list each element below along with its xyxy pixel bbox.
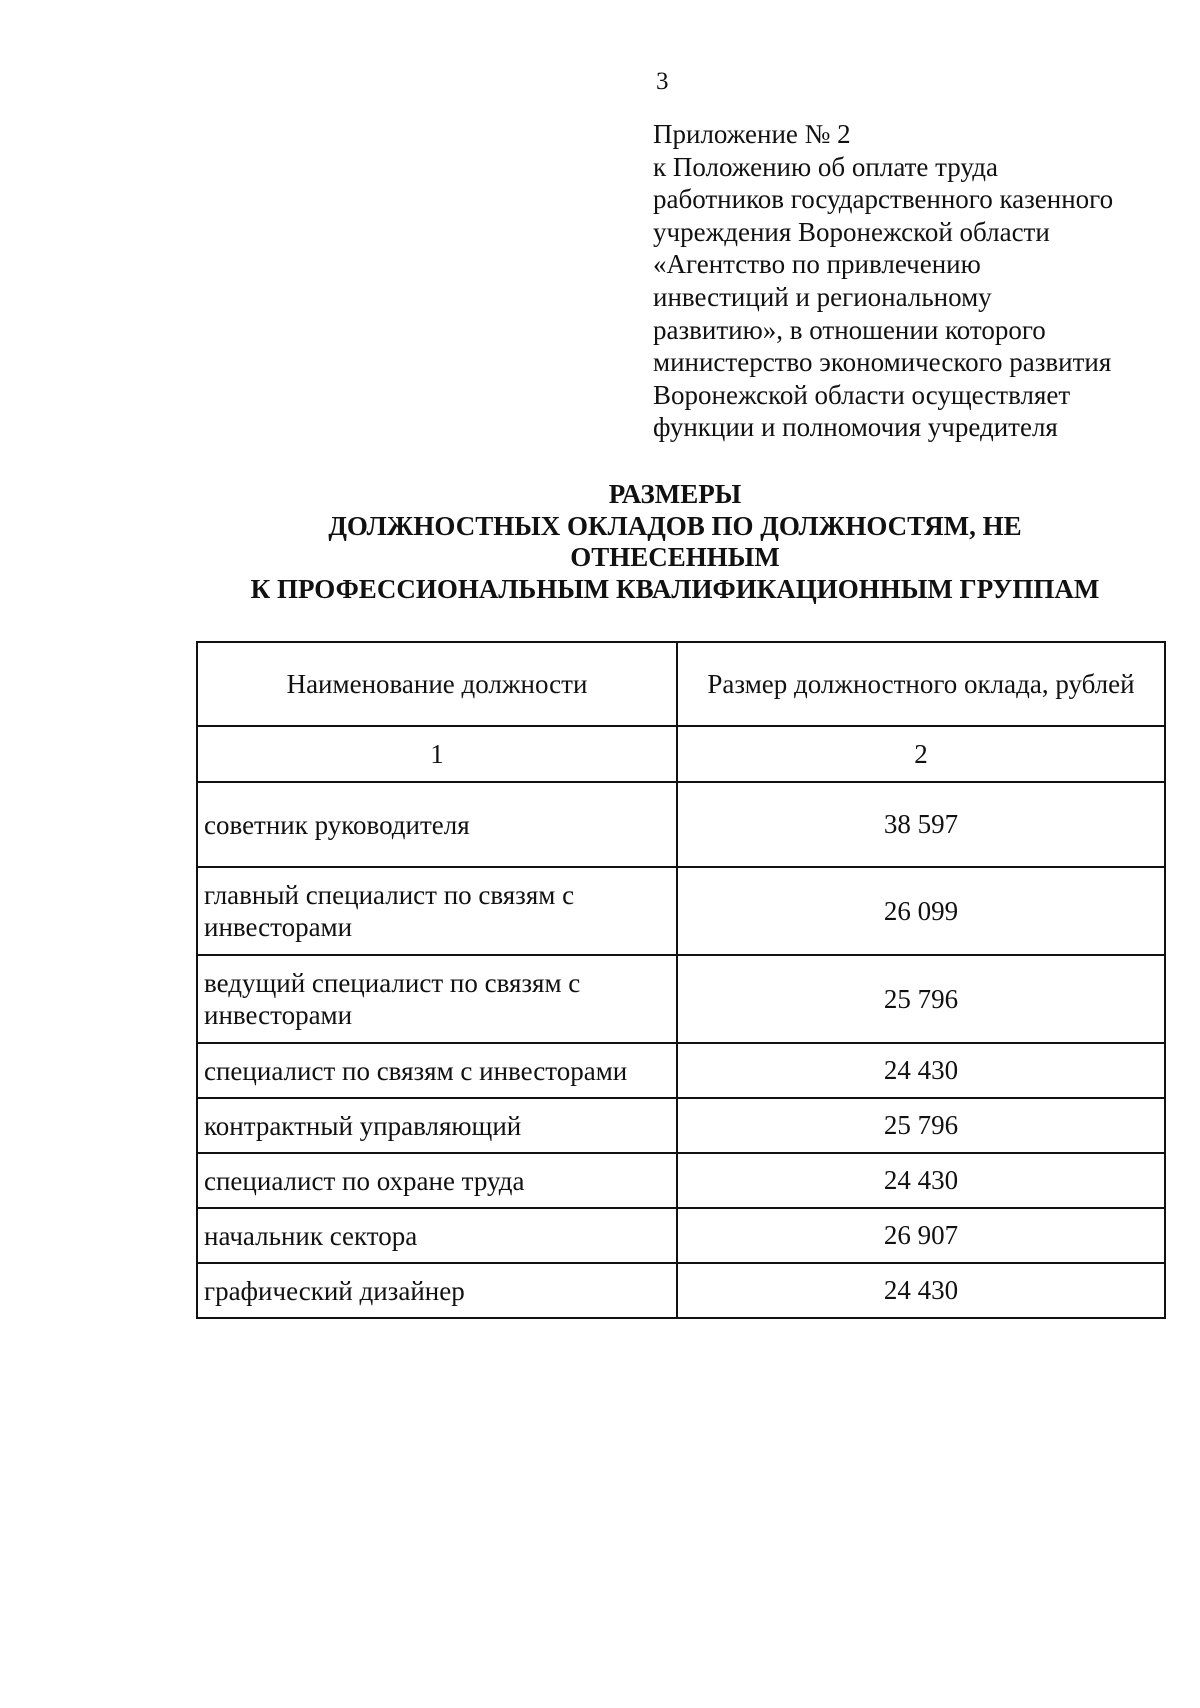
salary-amount: 25 796 bbox=[677, 955, 1165, 1043]
table-row bbox=[197, 867, 1165, 955]
table-row bbox=[197, 1263, 1165, 1318]
document-title bbox=[0, 479, 1200, 605]
salary-amount: 25 796 bbox=[677, 1098, 1165, 1153]
appendix-line: Воронежской области осуществляет bbox=[653, 379, 1071, 410]
table-row bbox=[197, 1208, 1165, 1263]
appendix-line: работников государственного казенного bbox=[653, 184, 1114, 215]
page-number: 3 bbox=[656, 68, 669, 95]
position-name: советник руководителя bbox=[197, 782, 677, 867]
salary-amount: 24 430 bbox=[677, 1263, 1165, 1318]
salary-amount: 26 907 bbox=[677, 1208, 1165, 1263]
title-line: РАЗМЕРЫ bbox=[608, 479, 742, 509]
appendix-line: к Положению об оплате труда bbox=[653, 151, 998, 182]
header-position-name: Наименование должности bbox=[197, 642, 677, 726]
appendix-header bbox=[653, 118, 1173, 444]
column-number-row bbox=[197, 726, 1165, 782]
position-name: специалист по охране труда bbox=[197, 1153, 677, 1208]
appendix-line: учреждения Воронежской области bbox=[653, 216, 1050, 247]
appendix-line: развитию», в отношении которого bbox=[653, 314, 1046, 345]
appendix-line: инвестиций и региональному bbox=[653, 281, 992, 312]
salary-table bbox=[196, 641, 1166, 1319]
title-line: ДОЛЖНОСТНЫХ ОКЛАДОВ ПО ДОЛЖНОСТЯМ, НЕ bbox=[328, 510, 1022, 541]
header-salary-amount: Размер должностного оклада, рублей bbox=[677, 642, 1165, 726]
position-name: начальник сектора bbox=[197, 1208, 677, 1263]
position-name: ведущий специалист по связям с инвесторами bbox=[197, 955, 677, 1043]
table-row bbox=[197, 955, 1165, 1043]
salary-amount: 24 430 bbox=[677, 1043, 1165, 1098]
salary-amount: 38 597 bbox=[677, 782, 1165, 867]
position-name: главный специалист по связям с инвесторами bbox=[197, 867, 677, 955]
position-name: графический дизайнер bbox=[197, 1263, 677, 1318]
table-header-row bbox=[197, 642, 1165, 726]
appendix-line: министерство экономического развития bbox=[653, 347, 1112, 378]
table-row bbox=[197, 782, 1165, 867]
appendix-line: Приложение № 2 bbox=[653, 119, 851, 149]
salary-amount: 26 099 bbox=[677, 867, 1165, 955]
title-line: К ПРОФЕССИОНАЛЬНЫМ КВАЛИФИКАЦИОННЫМ ГРУППАМ bbox=[250, 573, 1100, 604]
appendix-line: функции и полномочия учредителя bbox=[653, 412, 1058, 443]
appendix-line: «Агентство по привлечению bbox=[653, 249, 981, 280]
position-name: специалист по связям с инвесторами bbox=[197, 1043, 677, 1098]
table-row bbox=[197, 1098, 1165, 1153]
column-number: 1 bbox=[197, 726, 677, 782]
column-number: 2 bbox=[677, 726, 1165, 782]
position-name: контрактный управляющий bbox=[197, 1098, 677, 1153]
table-row bbox=[197, 1153, 1165, 1208]
table-row bbox=[197, 1043, 1165, 1098]
title-line: ОТНЕСЕННЫМ bbox=[570, 542, 780, 572]
salary-amount: 24 430 bbox=[677, 1153, 1165, 1208]
